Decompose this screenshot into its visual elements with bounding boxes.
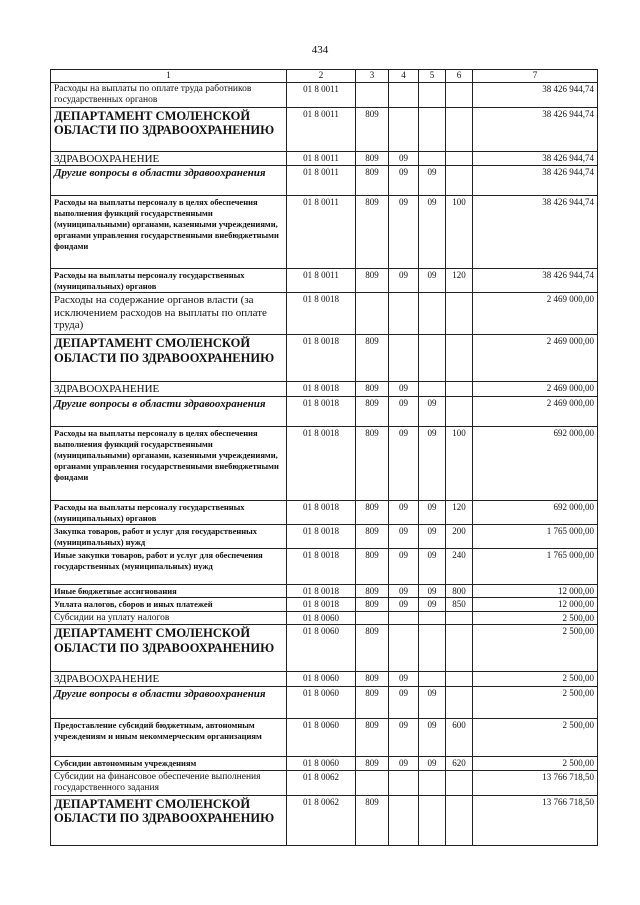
subsection-code-cell bbox=[419, 335, 446, 382]
target-article-cell: 01 8 0011 bbox=[287, 107, 356, 151]
subsection-code-cell: 09 bbox=[419, 757, 446, 771]
section-code-cell: 09 bbox=[389, 672, 419, 687]
section-code-cell: 09 bbox=[389, 166, 419, 196]
section-code-cell bbox=[389, 770, 419, 795]
table-row bbox=[51, 166, 598, 196]
header-cell: 6 bbox=[446, 70, 473, 83]
ministry-code-cell bbox=[356, 611, 389, 625]
expense-type-cell bbox=[446, 293, 473, 335]
subsection-code-cell: 09 bbox=[419, 687, 446, 719]
ministry-code-cell bbox=[356, 770, 389, 795]
header-cell: 2 bbox=[287, 70, 356, 83]
row-name-cell: Расходы на выплаты персоналу в целях обеспечения выполнения функций государственными (муниципальными) органами, казенными учреждениями, органами управления государственными внебюджетными фондами bbox=[51, 196, 287, 269]
row-name-cell: Уплата налогов, сборов и иных платежей bbox=[51, 598, 287, 612]
amount-cell: 692 000,00 bbox=[473, 426, 598, 500]
amount-cell: 2 500,00 bbox=[473, 757, 598, 771]
ministry-code-cell: 809 bbox=[356, 625, 389, 672]
target-article-cell: 01 8 0018 bbox=[287, 548, 356, 584]
amount-cell: 38 426 944,74 bbox=[473, 269, 598, 293]
amount-cell: 2 469 000,00 bbox=[473, 293, 598, 335]
target-article-cell: 01 8 0018 bbox=[287, 584, 356, 598]
subsection-code-cell: 09 bbox=[419, 166, 446, 196]
amount-cell: 2 500,00 bbox=[473, 672, 598, 687]
header-cell: 3 bbox=[356, 70, 389, 83]
subsection-code-cell bbox=[419, 611, 446, 625]
table-row bbox=[51, 672, 598, 687]
target-article-cell: 01 8 0011 bbox=[287, 166, 356, 196]
amount-cell: 2 500,00 bbox=[473, 687, 598, 719]
table-row bbox=[51, 757, 598, 771]
ministry-code-cell: 809 bbox=[356, 757, 389, 771]
section-code-cell: 09 bbox=[389, 382, 419, 397]
row-name-cell: ДЕПАРТАМЕНТ СМОЛЕНСКОЙ ОБЛАСТИ ПО ЗДРАВООХРАНЕНИЮ bbox=[51, 795, 287, 845]
target-article-cell: 01 8 0011 bbox=[287, 82, 356, 107]
target-article-cell: 01 8 0018 bbox=[287, 500, 356, 524]
subsection-code-cell bbox=[419, 293, 446, 335]
ministry-code-cell: 809 bbox=[356, 719, 389, 757]
row-name-cell: Предоставление субсидий бюджетным, автономным учреждениям и иным некоммерческим организациям bbox=[51, 719, 287, 757]
target-article-cell: 01 8 0060 bbox=[287, 672, 356, 687]
row-name-cell: Расходы на выплаты персоналу государственных (муниципальных) органов bbox=[51, 500, 287, 524]
target-article-cell: 01 8 0018 bbox=[287, 426, 356, 500]
table-row bbox=[51, 687, 598, 719]
ministry-code-cell: 809 bbox=[356, 598, 389, 612]
header-cell: 5 bbox=[419, 70, 446, 83]
section-code-cell bbox=[389, 82, 419, 107]
expense-type-cell bbox=[446, 687, 473, 719]
row-name-cell: Расходы на выплаты персоналу государственных (муниципальных) органов bbox=[51, 269, 287, 293]
subsection-code-cell bbox=[419, 82, 446, 107]
expense-type-cell: 200 bbox=[446, 524, 473, 548]
expense-type-cell bbox=[446, 82, 473, 107]
section-code-cell bbox=[389, 625, 419, 672]
table-row bbox=[51, 770, 598, 795]
target-article-cell: 01 8 0018 bbox=[287, 396, 356, 426]
row-name-cell: ЗДРАВООХРАНЕНИЕ bbox=[51, 151, 287, 166]
subsection-code-cell: 09 bbox=[419, 426, 446, 500]
amount-cell: 12 000,00 bbox=[473, 598, 598, 612]
ministry-code-cell: 809 bbox=[356, 382, 389, 397]
target-article-cell: 01 8 0018 bbox=[287, 598, 356, 612]
subsection-code-cell bbox=[419, 151, 446, 166]
section-code-cell: 09 bbox=[389, 524, 419, 548]
expense-type-cell: 100 bbox=[446, 196, 473, 269]
table-row bbox=[51, 382, 598, 397]
row-name-cell: Субсидии на финансовое обеспечение выполнения государственного задания bbox=[51, 770, 287, 795]
expense-type-cell: 620 bbox=[446, 757, 473, 771]
target-article-cell: 01 8 0018 bbox=[287, 335, 356, 382]
expense-type-cell: 800 bbox=[446, 584, 473, 598]
table-row bbox=[51, 611, 598, 625]
ministry-code-cell: 809 bbox=[356, 795, 389, 845]
subsection-code-cell bbox=[419, 625, 446, 672]
ministry-code-cell bbox=[356, 82, 389, 107]
expense-type-cell: 240 bbox=[446, 548, 473, 584]
expense-type-cell bbox=[446, 672, 473, 687]
target-article-cell: 01 8 0011 bbox=[287, 196, 356, 269]
amount-cell: 2 500,00 bbox=[473, 611, 598, 625]
expense-type-cell bbox=[446, 396, 473, 426]
amount-cell: 38 426 944,74 bbox=[473, 107, 598, 151]
table-row bbox=[51, 107, 598, 151]
expense-type-cell bbox=[446, 382, 473, 397]
target-article-cell: 01 8 0060 bbox=[287, 757, 356, 771]
row-name-cell: ЗДРАВООХРАНЕНИЕ bbox=[51, 382, 287, 397]
table-row bbox=[51, 584, 598, 598]
ministry-code-cell: 809 bbox=[356, 396, 389, 426]
expense-type-cell bbox=[446, 770, 473, 795]
ministry-code-cell: 809 bbox=[356, 548, 389, 584]
table-row bbox=[51, 795, 598, 845]
row-name-cell: Расходы на выплаты по оплате труда работников государственных органов bbox=[51, 82, 287, 107]
header-cell: 7 bbox=[473, 70, 598, 83]
subsection-code-cell: 09 bbox=[419, 269, 446, 293]
header-row bbox=[51, 70, 598, 83]
subsection-code-cell: 09 bbox=[419, 396, 446, 426]
expense-type-cell: 120 bbox=[446, 500, 473, 524]
amount-cell: 38 426 944,74 bbox=[473, 151, 598, 166]
target-article-cell: 01 8 0060 bbox=[287, 687, 356, 719]
table-row bbox=[51, 335, 598, 382]
expense-type-cell: 850 bbox=[446, 598, 473, 612]
target-article-cell: 01 8 0062 bbox=[287, 770, 356, 795]
table-row bbox=[51, 293, 598, 335]
header-cell: 4 bbox=[389, 70, 419, 83]
ministry-code-cell: 809 bbox=[356, 687, 389, 719]
expense-type-cell bbox=[446, 335, 473, 382]
target-article-cell: 01 8 0060 bbox=[287, 611, 356, 625]
row-name-cell: Субсидии на уплату налогов bbox=[51, 611, 287, 625]
subsection-code-cell: 09 bbox=[419, 500, 446, 524]
target-article-cell: 01 8 0060 bbox=[287, 625, 356, 672]
ministry-code-cell: 809 bbox=[356, 269, 389, 293]
ministry-code-cell: 809 bbox=[356, 335, 389, 382]
amount-cell: 2 469 000,00 bbox=[473, 382, 598, 397]
table-body bbox=[51, 82, 598, 845]
budget-table bbox=[50, 69, 598, 846]
amount-cell: 692 000,00 bbox=[473, 500, 598, 524]
table-row bbox=[51, 524, 598, 548]
row-name-cell: Другие вопросы в области здравоохранения bbox=[51, 687, 287, 719]
expense-type-cell: 600 bbox=[446, 719, 473, 757]
row-name-cell: Расходы на содержание органов власти (за исключением расходов на выплаты по оплате труда) bbox=[51, 293, 287, 335]
row-name-cell: ЗДРАВООХРАНЕНИЕ bbox=[51, 672, 287, 687]
subsection-code-cell: 09 bbox=[419, 584, 446, 598]
section-code-cell: 09 bbox=[389, 584, 419, 598]
subsection-code-cell bbox=[419, 770, 446, 795]
subsection-code-cell: 09 bbox=[419, 548, 446, 584]
subsection-code-cell bbox=[419, 795, 446, 845]
row-name-cell: ДЕПАРТАМЕНТ СМОЛЕНСКОЙ ОБЛАСТИ ПО ЗДРАВООХРАНЕНИЮ bbox=[51, 107, 287, 151]
expense-type-cell bbox=[446, 611, 473, 625]
section-code-cell bbox=[389, 611, 419, 625]
section-code-cell: 09 bbox=[389, 598, 419, 612]
table-row bbox=[51, 625, 598, 672]
row-name-cell: Иные закупки товаров, работ и услуг для обеспечения государственных (муниципальных) нужд bbox=[51, 548, 287, 584]
target-article-cell: 01 8 0060 bbox=[287, 719, 356, 757]
ministry-code-cell: 809 bbox=[356, 151, 389, 166]
target-article-cell: 01 8 0018 bbox=[287, 382, 356, 397]
amount-cell: 2 500,00 bbox=[473, 625, 598, 672]
ministry-code-cell bbox=[356, 293, 389, 335]
row-name-cell: ДЕПАРТАМЕНТ СМОЛЕНСКОЙ ОБЛАСТИ ПО ЗДРАВООХРАНЕНИЮ bbox=[51, 625, 287, 672]
ministry-code-cell: 809 bbox=[356, 672, 389, 687]
subsection-code-cell bbox=[419, 107, 446, 151]
ministry-code-cell: 809 bbox=[356, 196, 389, 269]
subsection-code-cell: 09 bbox=[419, 598, 446, 612]
amount-cell: 2 469 000,00 bbox=[473, 396, 598, 426]
amount-cell: 38 426 944,74 bbox=[473, 82, 598, 107]
section-code-cell bbox=[389, 107, 419, 151]
row-name-cell: Закупка товаров, работ и услуг для государственных (муниципальных) нужд bbox=[51, 524, 287, 548]
section-code-cell bbox=[389, 795, 419, 845]
ministry-code-cell: 809 bbox=[356, 584, 389, 598]
expense-type-cell bbox=[446, 151, 473, 166]
table-row bbox=[51, 82, 598, 107]
ministry-code-cell: 809 bbox=[356, 107, 389, 151]
subsection-code-cell bbox=[419, 382, 446, 397]
target-article-cell: 01 8 0062 bbox=[287, 795, 356, 845]
ministry-code-cell: 809 bbox=[356, 524, 389, 548]
section-code-cell: 09 bbox=[389, 396, 419, 426]
table-row bbox=[51, 719, 598, 757]
page-number: 434 bbox=[311, 44, 329, 56]
table-row bbox=[51, 426, 598, 500]
header-cell: 1 bbox=[51, 70, 287, 83]
target-article-cell: 01 8 0011 bbox=[287, 269, 356, 293]
table-row bbox=[51, 151, 598, 166]
ministry-code-cell: 809 bbox=[356, 426, 389, 500]
amount-cell: 38 426 944,74 bbox=[473, 166, 598, 196]
row-name-cell: ДЕПАРТАМЕНТ СМОЛЕНСКОЙ ОБЛАСТИ ПО ЗДРАВООХРАНЕНИЮ bbox=[51, 335, 287, 382]
row-name-cell: Иные бюджетные ассигнования bbox=[51, 584, 287, 598]
subsection-code-cell bbox=[419, 672, 446, 687]
target-article-cell: 01 8 0011 bbox=[287, 151, 356, 166]
subsection-code-cell: 09 bbox=[419, 196, 446, 269]
expense-type-cell bbox=[446, 795, 473, 845]
row-name-cell: Другие вопросы в области здравоохранения bbox=[51, 166, 287, 196]
target-article-cell: 01 8 0018 bbox=[287, 524, 356, 548]
amount-cell: 1 765 000,00 bbox=[473, 548, 598, 584]
expense-type-cell: 100 bbox=[446, 426, 473, 500]
table-row bbox=[51, 548, 598, 584]
expense-type-cell bbox=[446, 625, 473, 672]
ministry-code-cell: 809 bbox=[356, 166, 389, 196]
table-row bbox=[51, 396, 598, 426]
section-code-cell: 09 bbox=[389, 757, 419, 771]
section-code-cell: 09 bbox=[389, 196, 419, 269]
table-row bbox=[51, 269, 598, 293]
row-name-cell: Субсидии автономным учреждениям bbox=[51, 757, 287, 771]
subsection-code-cell: 09 bbox=[419, 719, 446, 757]
amount-cell: 13 766 718,50 bbox=[473, 795, 598, 845]
amount-cell: 12 000,00 bbox=[473, 584, 598, 598]
section-code-cell bbox=[389, 293, 419, 335]
amount-cell: 38 426 944,74 bbox=[473, 196, 598, 269]
amount-cell: 2 469 000,00 bbox=[473, 335, 598, 382]
section-code-cell: 09 bbox=[389, 687, 419, 719]
section-code-cell: 09 bbox=[389, 548, 419, 584]
section-code-cell: 09 bbox=[389, 719, 419, 757]
expense-type-cell bbox=[446, 107, 473, 151]
section-code-cell: 09 bbox=[389, 500, 419, 524]
amount-cell: 13 766 718,50 bbox=[473, 770, 598, 795]
ministry-code-cell: 809 bbox=[356, 500, 389, 524]
table-row bbox=[51, 196, 598, 269]
section-code-cell: 09 bbox=[389, 269, 419, 293]
amount-cell: 1 765 000,00 bbox=[473, 524, 598, 548]
subsection-code-cell: 09 bbox=[419, 524, 446, 548]
amount-cell: 2 500,00 bbox=[473, 719, 598, 757]
row-name-cell: Другие вопросы в области здравоохранения bbox=[51, 396, 287, 426]
target-article-cell: 01 8 0018 bbox=[287, 293, 356, 335]
expense-type-cell: 120 bbox=[446, 269, 473, 293]
row-name-cell: Расходы на выплаты персоналу в целях обеспечения выполнения функций государственными (муниципальными) органами, казенными учреждениями, органами управления государственными внебюджетными фондами bbox=[51, 426, 287, 500]
table-row bbox=[51, 500, 598, 524]
section-code-cell: 09 bbox=[389, 151, 419, 166]
expense-type-cell bbox=[446, 166, 473, 196]
section-code-cell bbox=[389, 335, 419, 382]
section-code-cell: 09 bbox=[389, 426, 419, 500]
table-row bbox=[51, 598, 598, 612]
